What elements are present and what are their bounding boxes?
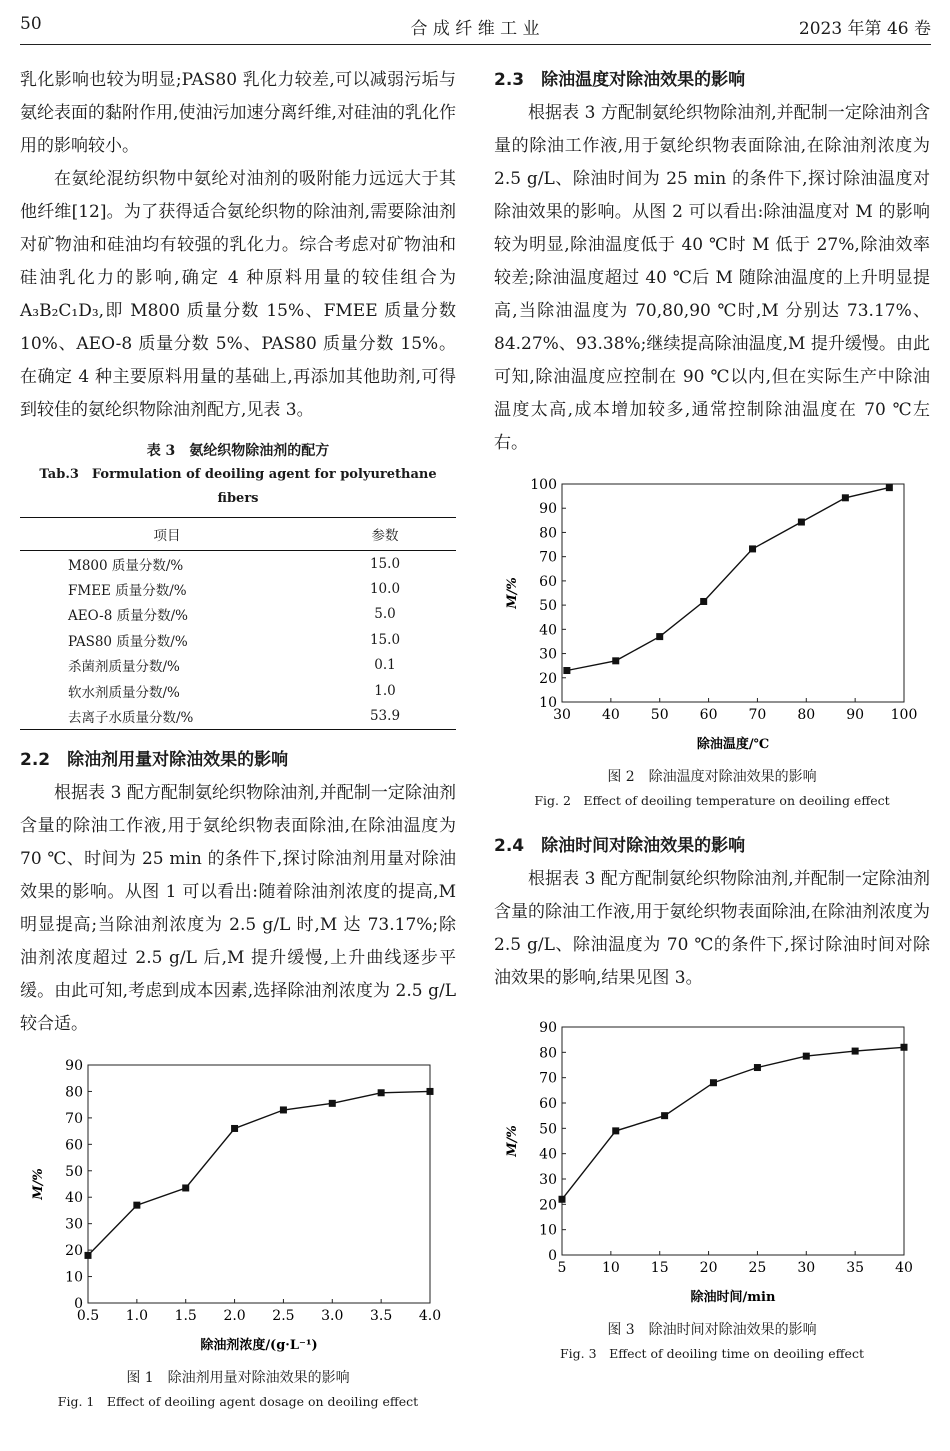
x-tick-label: 80	[797, 707, 816, 723]
y-axis-label: M/%	[505, 577, 520, 609]
x-tick-label: 3.5	[370, 1307, 393, 1324]
table-cell: 去离子水质量分数/%	[20, 703, 314, 729]
x-tick-label: 3.0	[321, 1307, 344, 1324]
y-tick-label: 50	[539, 598, 557, 615]
table-row	[20, 627, 456, 652]
y-tick-label: 20	[539, 670, 557, 687]
paragraph: 乳化影响也较为明显;PAS80 乳化力较差,可以减弱污垢与氨纶表面的黏附作用,使油污加速分离纤维,对硅油的乳化作用的影响较小。	[20, 70, 456, 156]
data-point	[427, 1088, 434, 1095]
y-tick-label: 40	[539, 622, 557, 639]
data-point	[559, 1196, 566, 1203]
y-tick-label: 100	[530, 477, 557, 493]
table-row	[20, 703, 456, 729]
data-point	[842, 494, 849, 501]
data-point	[886, 484, 893, 491]
y-tick-label: 50	[539, 1121, 557, 1138]
figure-caption-en: Fig. 3 Effect of deoiling time on deoiling effect	[560, 1346, 864, 1361]
x-tick-label: 30	[797, 1260, 816, 1276]
paragraph: 根据表 3 配方配制氨纶织物除油剂,并配制一定除油剂含量的除油工作液,用于氨纶织物表面除油,在除油剂浓度为 2.5 g/L、除油温度为 70 ℃的条件下,探讨除油时间对除油效果的影响,结果见图 3。	[494, 869, 930, 988]
y-tick-label: 70	[539, 549, 557, 566]
data-point	[852, 1048, 859, 1055]
data-line	[88, 1091, 430, 1255]
paragraph: 在氨纶混纺织物中氨纶对油剂的吸附能力远远大于其他纤维[12]。为了获得适合氨纶织物的除油剂,需要除油剂对矿物油和硅油均有较强的乳化力。综合考虑对矿物油和硅油乳化力的影响,确定 4 种原料用量的较佳组合为 A₃B₂C₁D₃,即 M800 质量分数 15%、FMEE 质量分数 10%、AEO-8 质量分数 5%、PAS80 质量分数 15%。在确定 4 种主要原料用量的基础上,再添加其他助剂,可得到较佳的氨纶织物除油剂配方,见表 3。	[20, 169, 456, 420]
figure-caption: 图 2 除油温度对除油效果的影响	[607, 769, 817, 785]
figure-caption: 图 1 除油剂用量对除油效果的影响	[126, 1369, 350, 1386]
table-cell: 15.0	[369, 555, 401, 572]
table-cell: 1.0	[374, 682, 396, 699]
section-heading: 2.3 除油温度对除油效果的影响	[494, 70, 746, 90]
y-tick-label: 30	[65, 1216, 83, 1233]
y-tick-label: 70	[65, 1110, 83, 1127]
table-cell: 10.0	[369, 581, 401, 598]
data-point	[661, 1112, 668, 1119]
data-line	[562, 1047, 904, 1199]
data-point	[85, 1252, 92, 1259]
data-point	[378, 1089, 385, 1096]
y-tick-label: 40	[539, 1146, 557, 1163]
data-point	[329, 1100, 336, 1107]
section-heading: 2.2 除油剂用量对除油效果的影响	[20, 749, 289, 770]
paragraph: 根据表 3 方配制氨纶织物除油剂,并配制一定除油剂含量的除油工作液,用于氨纶织物表面除油,在除油剂浓度为 2.5 g/L、除油时间为 25 min 的条件下,探讨除油温度对除油效果的影响。从图 2 可以看出:除油温度对 M 的影响较为明显,除油温度低于 40 ℃时 M 低于 27%,除油效率较差;除油温度超过 40 ℃后 M 随除油温度的上升明显提高,当除油温度为 70,80,90 ℃时,M 分别达 73.17%、84.27%、93.38%;继续提高除油温度,M 提升缓慢。由此可知,除油温度应控制在 90 ℃以内,但在实际生产中除油温度太高,成本增加较多,通常控制除油温度在 70 ℃左右。	[494, 103, 930, 453]
x-tick-label: 4.0	[418, 1307, 442, 1324]
y-tick-label: 10	[65, 1269, 83, 1286]
data-point	[563, 667, 570, 674]
y-tick-label: 90	[65, 1057, 83, 1074]
page-number: 50	[20, 14, 42, 34]
issue-info: 2023 年第 46 卷	[798, 19, 931, 39]
data-point	[749, 545, 756, 552]
y-tick-label: 70	[539, 1070, 557, 1087]
data-point	[612, 657, 619, 664]
header-rule	[20, 44, 931, 45]
y-axis-label: M/%	[505, 1125, 520, 1157]
figure-3-chart	[494, 1017, 930, 1317]
column-header: 项目	[20, 518, 314, 551]
data-point	[133, 1201, 140, 1208]
y-tick-label: 10	[539, 695, 557, 711]
data-point	[803, 1053, 810, 1060]
data-point	[656, 633, 663, 640]
y-tick-label: 80	[65, 1084, 83, 1101]
x-tick-label: 70	[748, 707, 767, 723]
table-cell: FMEE 质量分数/%	[68, 583, 187, 600]
x-tick-label: 35	[846, 1260, 865, 1276]
x-tick-label: 90	[846, 707, 865, 723]
figure-1-chart	[20, 1055, 456, 1365]
section-heading: 2.4 除油时间对除油效果的影响	[494, 836, 746, 856]
plot-frame	[562, 1027, 904, 1255]
right-column	[494, 64, 930, 1365]
table-cell: AEO-8 质量分数/%	[68, 608, 188, 625]
x-tick-label: 5	[557, 1260, 567, 1276]
plot-frame	[88, 1065, 430, 1303]
x-tick-label: 10	[601, 1260, 620, 1276]
y-tick-label: 30	[539, 646, 557, 663]
x-tick-label: 15	[650, 1260, 669, 1276]
table-caption: 表 3 氨纶织物除油剂的配方	[146, 443, 330, 459]
data-line	[567, 488, 889, 671]
y-tick-label: 50	[65, 1163, 83, 1180]
table-cell: PAS80 质量分数/%	[68, 633, 188, 650]
paragraph: 根据表 3 配方配制氨纶织物除油剂,并配制一定除油剂含量的除油工作液,用于氨纶织物表面除油,在除油温度为 70 ℃、时间为 25 min 的条件下,探讨除油剂用量对除油效果的影响。从图 1 可以看出:随着除油剂浓度的提高,M 明显提高;当除油剂浓度为 2.5 g/L 时,M 达 73.17%;除油剂浓度超过 2.5 g/L 后,M 提升缓慢,上升曲线逐步平缓。由此可知,考虑到成本因素,选择除油剂浓度为 2.5 g/L 较合适。	[20, 782, 456, 1034]
y-tick-label: 60	[65, 1137, 83, 1154]
data-point	[710, 1079, 717, 1086]
table-row	[20, 678, 456, 703]
table-cell: 软水剂质量分数/%	[68, 684, 180, 701]
table-cell: 53.9	[314, 703, 456, 729]
data-point	[700, 598, 707, 605]
data-point	[901, 1044, 908, 1051]
x-tick-label: 20	[699, 1260, 718, 1276]
table-cell: 15.0	[369, 631, 401, 648]
y-tick-label: 0	[548, 1248, 557, 1264]
x-tick-label: 50	[650, 707, 669, 723]
table-row	[20, 653, 456, 678]
table-cell: 杀菌剂质量分数/%	[68, 659, 180, 676]
y-tick-label: 60	[539, 573, 557, 590]
table-row	[20, 551, 456, 577]
y-tick-label: 20	[539, 1197, 557, 1214]
y-tick-label: 90	[539, 501, 557, 518]
figure-caption-en: Fig. 2 Effect of deoiling temperature on deoiling effect	[534, 793, 890, 808]
figure-2-chart	[494, 474, 930, 764]
x-axis-label: 除油温度/℃	[696, 737, 770, 752]
x-axis-label: 除油剂浓度/(g·L⁻¹)	[200, 1337, 318, 1353]
table-cell: M800 质量分数/%	[68, 557, 184, 574]
journal-title: 合 成 纤 维 工 业	[410, 19, 540, 39]
x-axis-label: 除油时间/min	[690, 1290, 776, 1305]
y-tick-label: 40	[65, 1189, 83, 1206]
y-tick-label: 0	[74, 1295, 83, 1312]
y-tick-label: 10	[539, 1222, 557, 1239]
column-header: 参数	[314, 518, 456, 551]
data-point	[798, 519, 805, 526]
x-tick-label: 1.0	[125, 1307, 148, 1324]
x-tick-label: 2.5	[272, 1307, 295, 1324]
x-tick-label: 40	[601, 707, 620, 723]
y-axis-label: M/%	[31, 1167, 46, 1200]
table-cell: 0.1	[374, 657, 396, 674]
x-tick-label: 25	[748, 1260, 767, 1276]
plot-frame	[562, 484, 904, 702]
data-point	[754, 1064, 761, 1071]
y-tick-label: 90	[539, 1020, 557, 1036]
table-cell: 5.0	[374, 606, 396, 623]
table-row	[20, 576, 456, 601]
data-point	[182, 1184, 189, 1191]
table-row	[20, 602, 456, 627]
x-tick-label: 30	[553, 707, 571, 723]
figure-caption-en: Fig. 1 Effect of deoiling agent dosage on deoiling effect	[57, 1393, 419, 1409]
x-tick-label: 2.0	[223, 1307, 246, 1324]
y-tick-label: 20	[65, 1242, 83, 1259]
left-column	[20, 64, 456, 1413]
x-tick-label: 60	[699, 707, 718, 723]
x-tick-label: 0.5	[76, 1307, 100, 1324]
y-tick-label: 30	[539, 1172, 557, 1188]
figure-caption: 图 3 除油时间对除油效果的影响	[607, 1322, 817, 1338]
y-tick-label: 80	[539, 525, 557, 542]
x-tick-label: 40	[895, 1260, 913, 1276]
x-tick-label: 1.5	[174, 1307, 197, 1324]
x-tick-label: 100	[890, 707, 918, 723]
y-tick-label: 60	[539, 1096, 557, 1112]
data-point	[231, 1125, 238, 1132]
formulation-table	[20, 517, 456, 730]
y-tick-label: 80	[539, 1045, 557, 1062]
data-point	[612, 1127, 619, 1134]
table-header-row	[20, 518, 456, 551]
table-caption-en: Tab.3 Formulation of deoiling agent for polyurethane fibers	[39, 467, 437, 506]
data-point	[280, 1106, 287, 1113]
